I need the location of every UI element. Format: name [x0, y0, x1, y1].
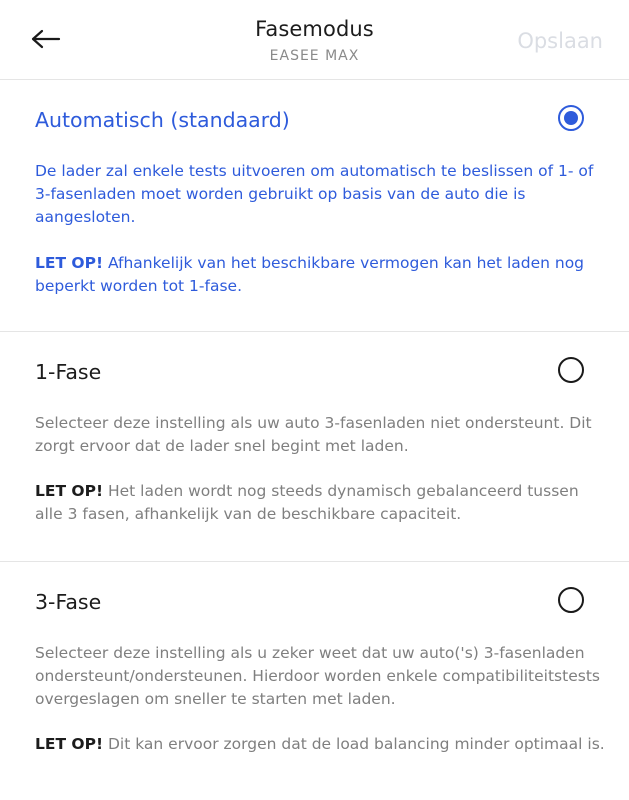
- note-text: Dit kan ervoor zorgen dat de load balancing minder optimaal is.: [103, 735, 605, 753]
- option-automatic[interactable]: [0, 80, 629, 332]
- note-text: Afhankelijk van het beschikbare vermogen kan het laden nog beperkt worden tot 1-fase.: [35, 254, 585, 295]
- option-title: Automatisch (standaard): [35, 108, 290, 132]
- option-title: 3-Fase: [35, 590, 102, 614]
- radio-automatic[interactable]: [558, 105, 584, 131]
- option-note: [35, 480, 605, 526]
- note-text: Het laden wordt nog steeds dynamisch gebalanceerd tussen alle 3 fasen, afhankelijk van de beschikbare capaciteit.: [35, 482, 579, 523]
- option-3-fase[interactable]: [0, 562, 629, 800]
- top-bar: [0, 0, 629, 80]
- option-description: Selecteer deze instelling als u zeker weet dat uw auto('s) 3-fasenladen ondersteunt/ondersteunen. Hierdoor worden enkele compatibiliteitstests overgeslagen om sneller te starten met laden.: [35, 644, 600, 708]
- option-note: [35, 733, 605, 756]
- option-description: Selecteer deze instelling als uw auto 3-fasenladen niet ondersteunt. Dit zorgt ervoor dat de lader snel begint met laden.: [35, 414, 592, 455]
- option-title: 1-Fase: [35, 360, 102, 384]
- note-label: LET OP!: [35, 254, 104, 272]
- radio-1-fase[interactable]: [558, 357, 584, 383]
- option-note: [35, 252, 605, 298]
- radio-3-fase[interactable]: [558, 587, 584, 613]
- option-description: De lader zal enkele tests uitvoeren om automatisch te beslissen of 1- of 3-fasenladen moet worden gebruikt op basis van de auto die is aangesloten.: [35, 162, 594, 226]
- page-title: Fasemodus: [255, 17, 374, 41]
- save-button[interactable]: Opslaan: [517, 29, 603, 53]
- note-label: LET OP!: [35, 735, 104, 753]
- device-subtitle: EASEE MAX: [269, 48, 360, 64]
- option-1-fase[interactable]: [0, 332, 629, 562]
- note-label: LET OP!: [35, 482, 104, 500]
